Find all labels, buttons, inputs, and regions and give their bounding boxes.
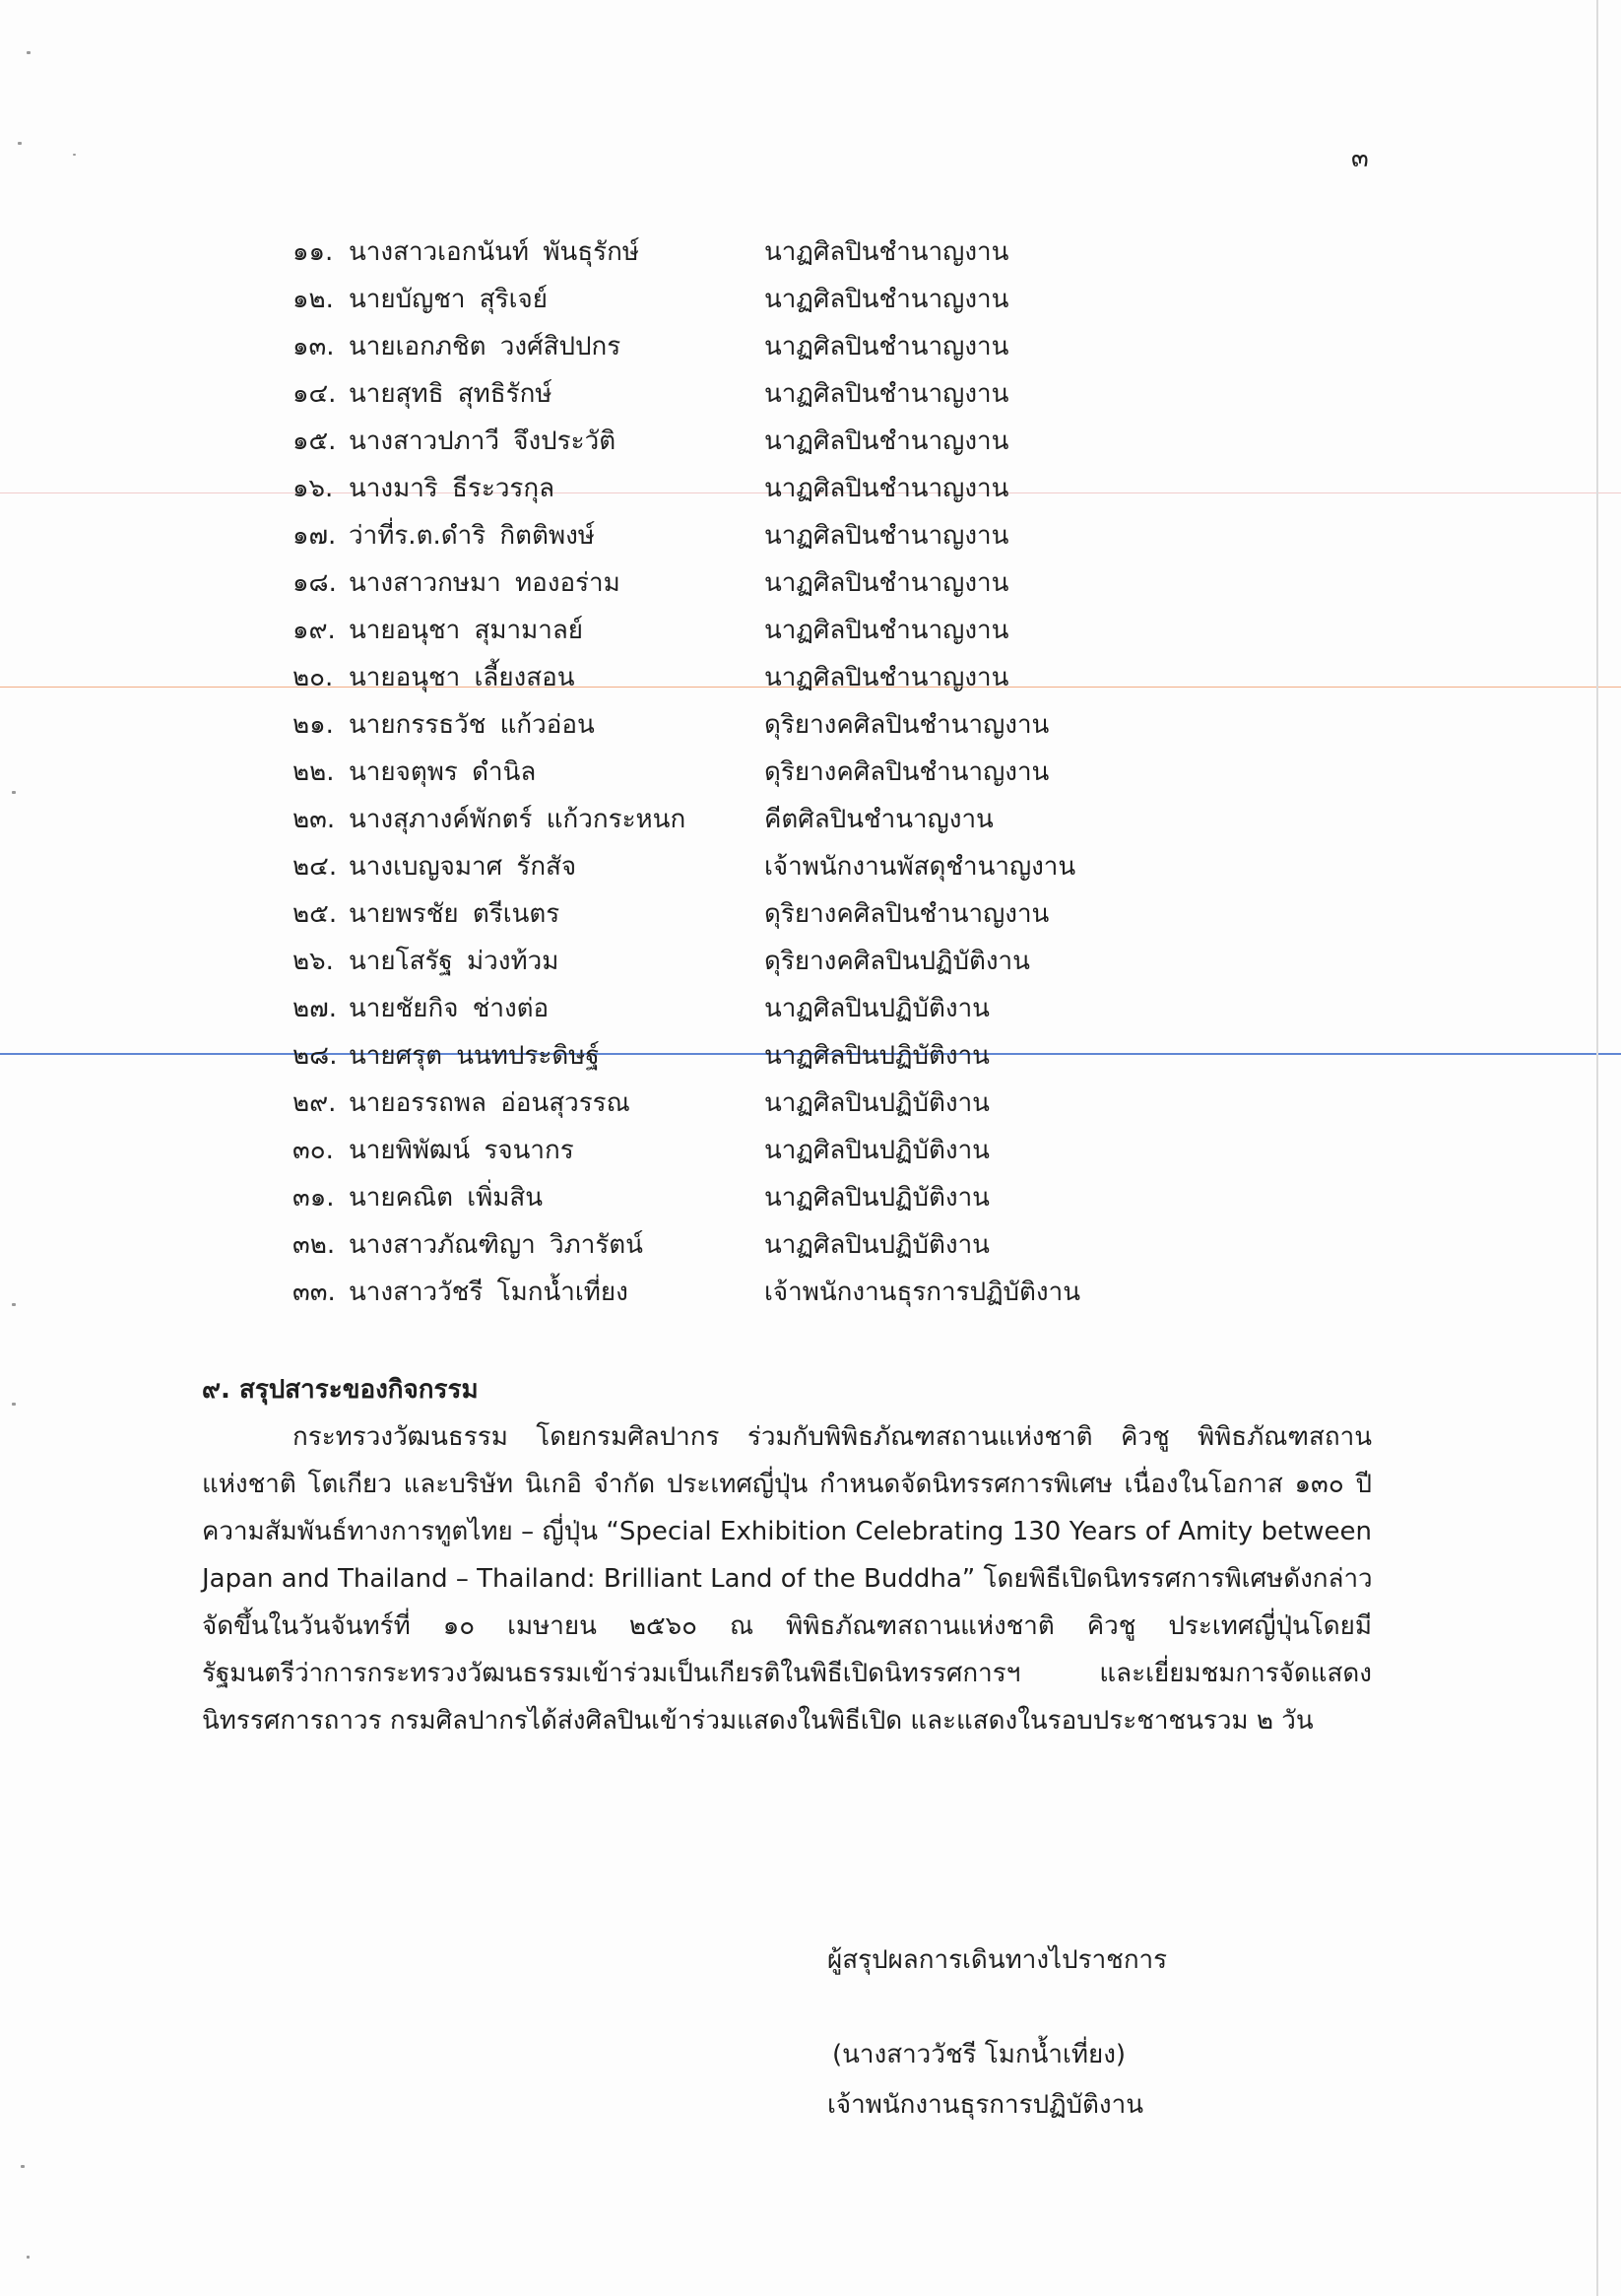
member-position: นาฏศิลปินปฏิบัติงาน (764, 1136, 990, 1165)
member-row (292, 418, 1376, 465)
member-position: นาฏศิลปินปฏิบัติงาน (764, 1230, 990, 1260)
member-no: ๒๒. (292, 757, 335, 787)
summary-line: นิทรรศการถาวร กรมศิลปากรได้ส่งศิลปินเข้าร่วมแสดงในพิธีเปิด และแสดงในรอบประชาชนรวม ๒ วัน (202, 1706, 1314, 1736)
signature-title: เจ้าพนักงานธุรการปฏิบัติงาน (827, 2090, 1144, 2120)
member-row (292, 1127, 1376, 1174)
member-name: นางสาววัชรี โมกน้ำเที่ยง (349, 1278, 628, 1307)
member-row (292, 370, 1376, 418)
member-row (292, 1269, 1376, 1316)
member-position: นาฏศิลปินชำนาญงาน (764, 426, 1009, 456)
member-no: ๑๖. (292, 474, 334, 503)
member-position: ดุริยางคศิลปินปฏิบัติงาน (764, 947, 1030, 976)
member-row (292, 1221, 1376, 1269)
member-row (292, 607, 1376, 654)
member-row (292, 749, 1376, 796)
member-position: นาฏศิลปินชำนาญงาน (764, 521, 1009, 551)
summary-line: รัฐมนตรีว่าการกระทรวงวัฒนธรรมเข้าร่วมเป็นเกียรติในพิธีเปิดนิทรรศการฯ และเยี่ยมชมการจัดแสดง (202, 1659, 1372, 1688)
member-name: นายคณิต เพิ่มสิน (349, 1183, 544, 1213)
member-name: นางสุภางค์พักตร์ แก้วกระหนก (349, 805, 686, 834)
summary-line: กระทรวงวัฒนธรรม โดยกรมศิลปากร ร่วมกับพิพิธภัณฑสถานแห่งชาติ คิวชู พิพิธภัณฑสถาน (292, 1422, 1372, 1452)
member-list (292, 229, 1376, 1316)
member-position: ดุริยางคศิลปินชำนาญงาน (764, 757, 1050, 787)
member-position: คีตศิลปินชำนาญงาน (764, 805, 994, 834)
member-name: นางสาวปภาวี จึงประวัติ (349, 426, 616, 456)
member-no: ๑๓. (292, 332, 335, 361)
member-name: นายอนุชา เลี้ยงสอน (349, 663, 575, 692)
scan-speck (21, 2165, 25, 2168)
member-position: นาฏศิลปินปฏิบัติงาน (764, 1088, 990, 1118)
member-position: นาฏศิลปินชำนาญงาน (764, 237, 1009, 267)
member-row (292, 229, 1376, 276)
member-position: นาฏศิลปินปฏิบัติงาน (764, 994, 990, 1023)
member-row (292, 938, 1376, 985)
summary-line: Japan and Thailand – Thailand: Brilliant Land of the Buddha” โดยพิธีเปิดนิทรรศการพิเศษดังกล่าว (202, 1564, 1373, 1594)
scan-edge-line (1596, 0, 1598, 2296)
member-row (292, 654, 1376, 701)
member-position: ดุริยางคศิลปินชำนาญงาน (764, 710, 1050, 740)
member-name: นายศรุต นนทประดิษฐ์ (349, 1041, 600, 1071)
member-position: นาฏศิลปินชำนาญงาน (764, 379, 1009, 409)
page-number: ๓ (1351, 144, 1369, 173)
summary-line: ความสัมพันธ์ทางการทูตไทย – ญี่ปุ่น “Special Exhibition Celebrating 130 Years of Amity between (202, 1517, 1372, 1546)
member-no: ๒๑. (292, 710, 334, 740)
member-position: นาฏศิลปินปฏิบัติงาน (764, 1041, 990, 1071)
member-row (292, 559, 1376, 607)
member-position: เจ้าพนักงานธุรการปฏิบัติงาน (764, 1278, 1081, 1307)
member-no: ๒๗. (292, 994, 337, 1023)
member-name: นายพิพัฒน์ รจนากร (349, 1136, 574, 1165)
member-no: ๑๔. (292, 379, 337, 409)
member-position: นาฏศิลปินชำนาญงาน (764, 332, 1009, 361)
summary-line: จัดขึ้นในวันจันทร์ที่ ๑๐ เมษายน ๒๕๖๐ ณ พิพิธภัณฑสถานแห่งชาติ คิวชู ประเทศญี่ปุ่นโดยมี (202, 1611, 1372, 1641)
member-no: ๓๒. (292, 1230, 336, 1260)
member-position: เจ้าพนักงานพัสดุชำนาญงาน (764, 852, 1076, 882)
member-position: นาฏศิลปินปฏิบัติงาน (764, 1183, 990, 1213)
member-row (292, 1032, 1376, 1080)
member-position: นาฏศิลปินชำนาญงาน (764, 568, 1009, 598)
member-name: นายชัยกิจ ช่างต่อ (349, 994, 550, 1023)
member-name: นายโสรัฐ ม่วงท้วม (349, 947, 559, 976)
member-name: นายอรรถพล อ่อนสุวรรณ (349, 1088, 630, 1118)
scan-speck (27, 51, 31, 54)
member-no: ๓๐. (292, 1136, 334, 1165)
member-name: นายกรรธวัช แก้วอ่อน (349, 710, 595, 740)
scan-speck (73, 154, 76, 156)
member-no: ๑๗. (292, 521, 337, 551)
summary-paragraph (202, 1413, 1372, 1744)
member-name: นายจตุพร ดำนิล (349, 757, 537, 787)
member-position: นาฏศิลปินชำนาญงาน (764, 616, 1009, 645)
scan-speck (12, 1403, 16, 1406)
member-no: ๒๕. (292, 899, 338, 929)
member-name: นางสาวภัณฑิญา วิภารัตน์ (349, 1230, 643, 1260)
summary-line: แห่งชาติ โตเกียว และบริษัท นิเกอิ จำกัด ประเทศญี่ปุ่น กำหนดจัดนิทรรศการพิเศษ เนื่องในโอกาส ๑๓๐ ปี (202, 1470, 1372, 1499)
member-row (292, 276, 1376, 323)
member-name: นางสาวกษมา ทองอร่าม (349, 568, 620, 598)
member-no: ๒๓. (292, 805, 336, 834)
member-row (292, 985, 1376, 1032)
member-row (292, 512, 1376, 559)
member-row (292, 1080, 1376, 1127)
member-no: ๑๒. (292, 285, 334, 314)
member-row (292, 796, 1376, 843)
member-name: นางเบญจมาศ รักสัจ (349, 852, 577, 882)
member-position: ดุริยางคศิลปินชำนาญงาน (764, 899, 1050, 929)
member-row (292, 843, 1376, 890)
member-no: ๒๐. (292, 663, 334, 692)
summary-heading: ๙. สรุปสาระของกิจกรรม (202, 1375, 479, 1405)
member-position: นาฏศิลปินชำนาญงาน (764, 285, 1009, 314)
member-name: นางสาวเอกนันท์ พันธุรักษ์ (349, 237, 639, 267)
member-row (292, 1174, 1376, 1221)
scan-speck (12, 1303, 16, 1306)
member-no: ๑๑. (292, 237, 334, 267)
member-no: ๓๓. (292, 1278, 336, 1307)
member-name: นางมาริ ธีระวรกุล (349, 474, 555, 503)
member-name: นายพรชัย ตรีเนตร (349, 899, 560, 929)
member-name: นายบัญชา สุริเจย์ (349, 285, 548, 314)
signature-name: (นางสาววัชรี โมกน้ำเที่ยง) (832, 2040, 1127, 2069)
member-row (292, 465, 1376, 512)
scan-speck (12, 791, 16, 794)
member-no: ๓๑. (292, 1183, 335, 1213)
member-row (292, 323, 1376, 370)
member-name: นายอนุชา สุมามาลย์ (349, 616, 584, 645)
member-row (292, 701, 1376, 749)
member-row (292, 890, 1376, 938)
member-no: ๑๙. (292, 616, 336, 645)
member-no: ๒๔. (292, 852, 338, 882)
member-no: ๒๖. (292, 947, 334, 976)
member-no: ๒๙. (292, 1088, 337, 1118)
member-no: ๒๘. (292, 1041, 338, 1071)
member-name: นายสุทธิ สุทธิรักษ์ (349, 379, 552, 409)
member-name: ว่าที่ร.ต.ดำริ กิตติพงษ์ (349, 521, 595, 551)
scan-speck (27, 2256, 30, 2259)
member-no: ๑๘. (292, 568, 337, 598)
member-name: นายเอกภชิต วงศ์สิปปกร (349, 332, 621, 361)
member-position: นาฏศิลปินชำนาญงาน (764, 663, 1009, 692)
member-position: นาฏศิลปินชำนาญงาน (764, 474, 1009, 503)
scan-speck (18, 142, 22, 145)
signature-caption: ผู้สรุปผลการเดินทางไปราชการ (827, 1945, 1168, 1975)
member-no: ๑๕. (292, 426, 337, 456)
